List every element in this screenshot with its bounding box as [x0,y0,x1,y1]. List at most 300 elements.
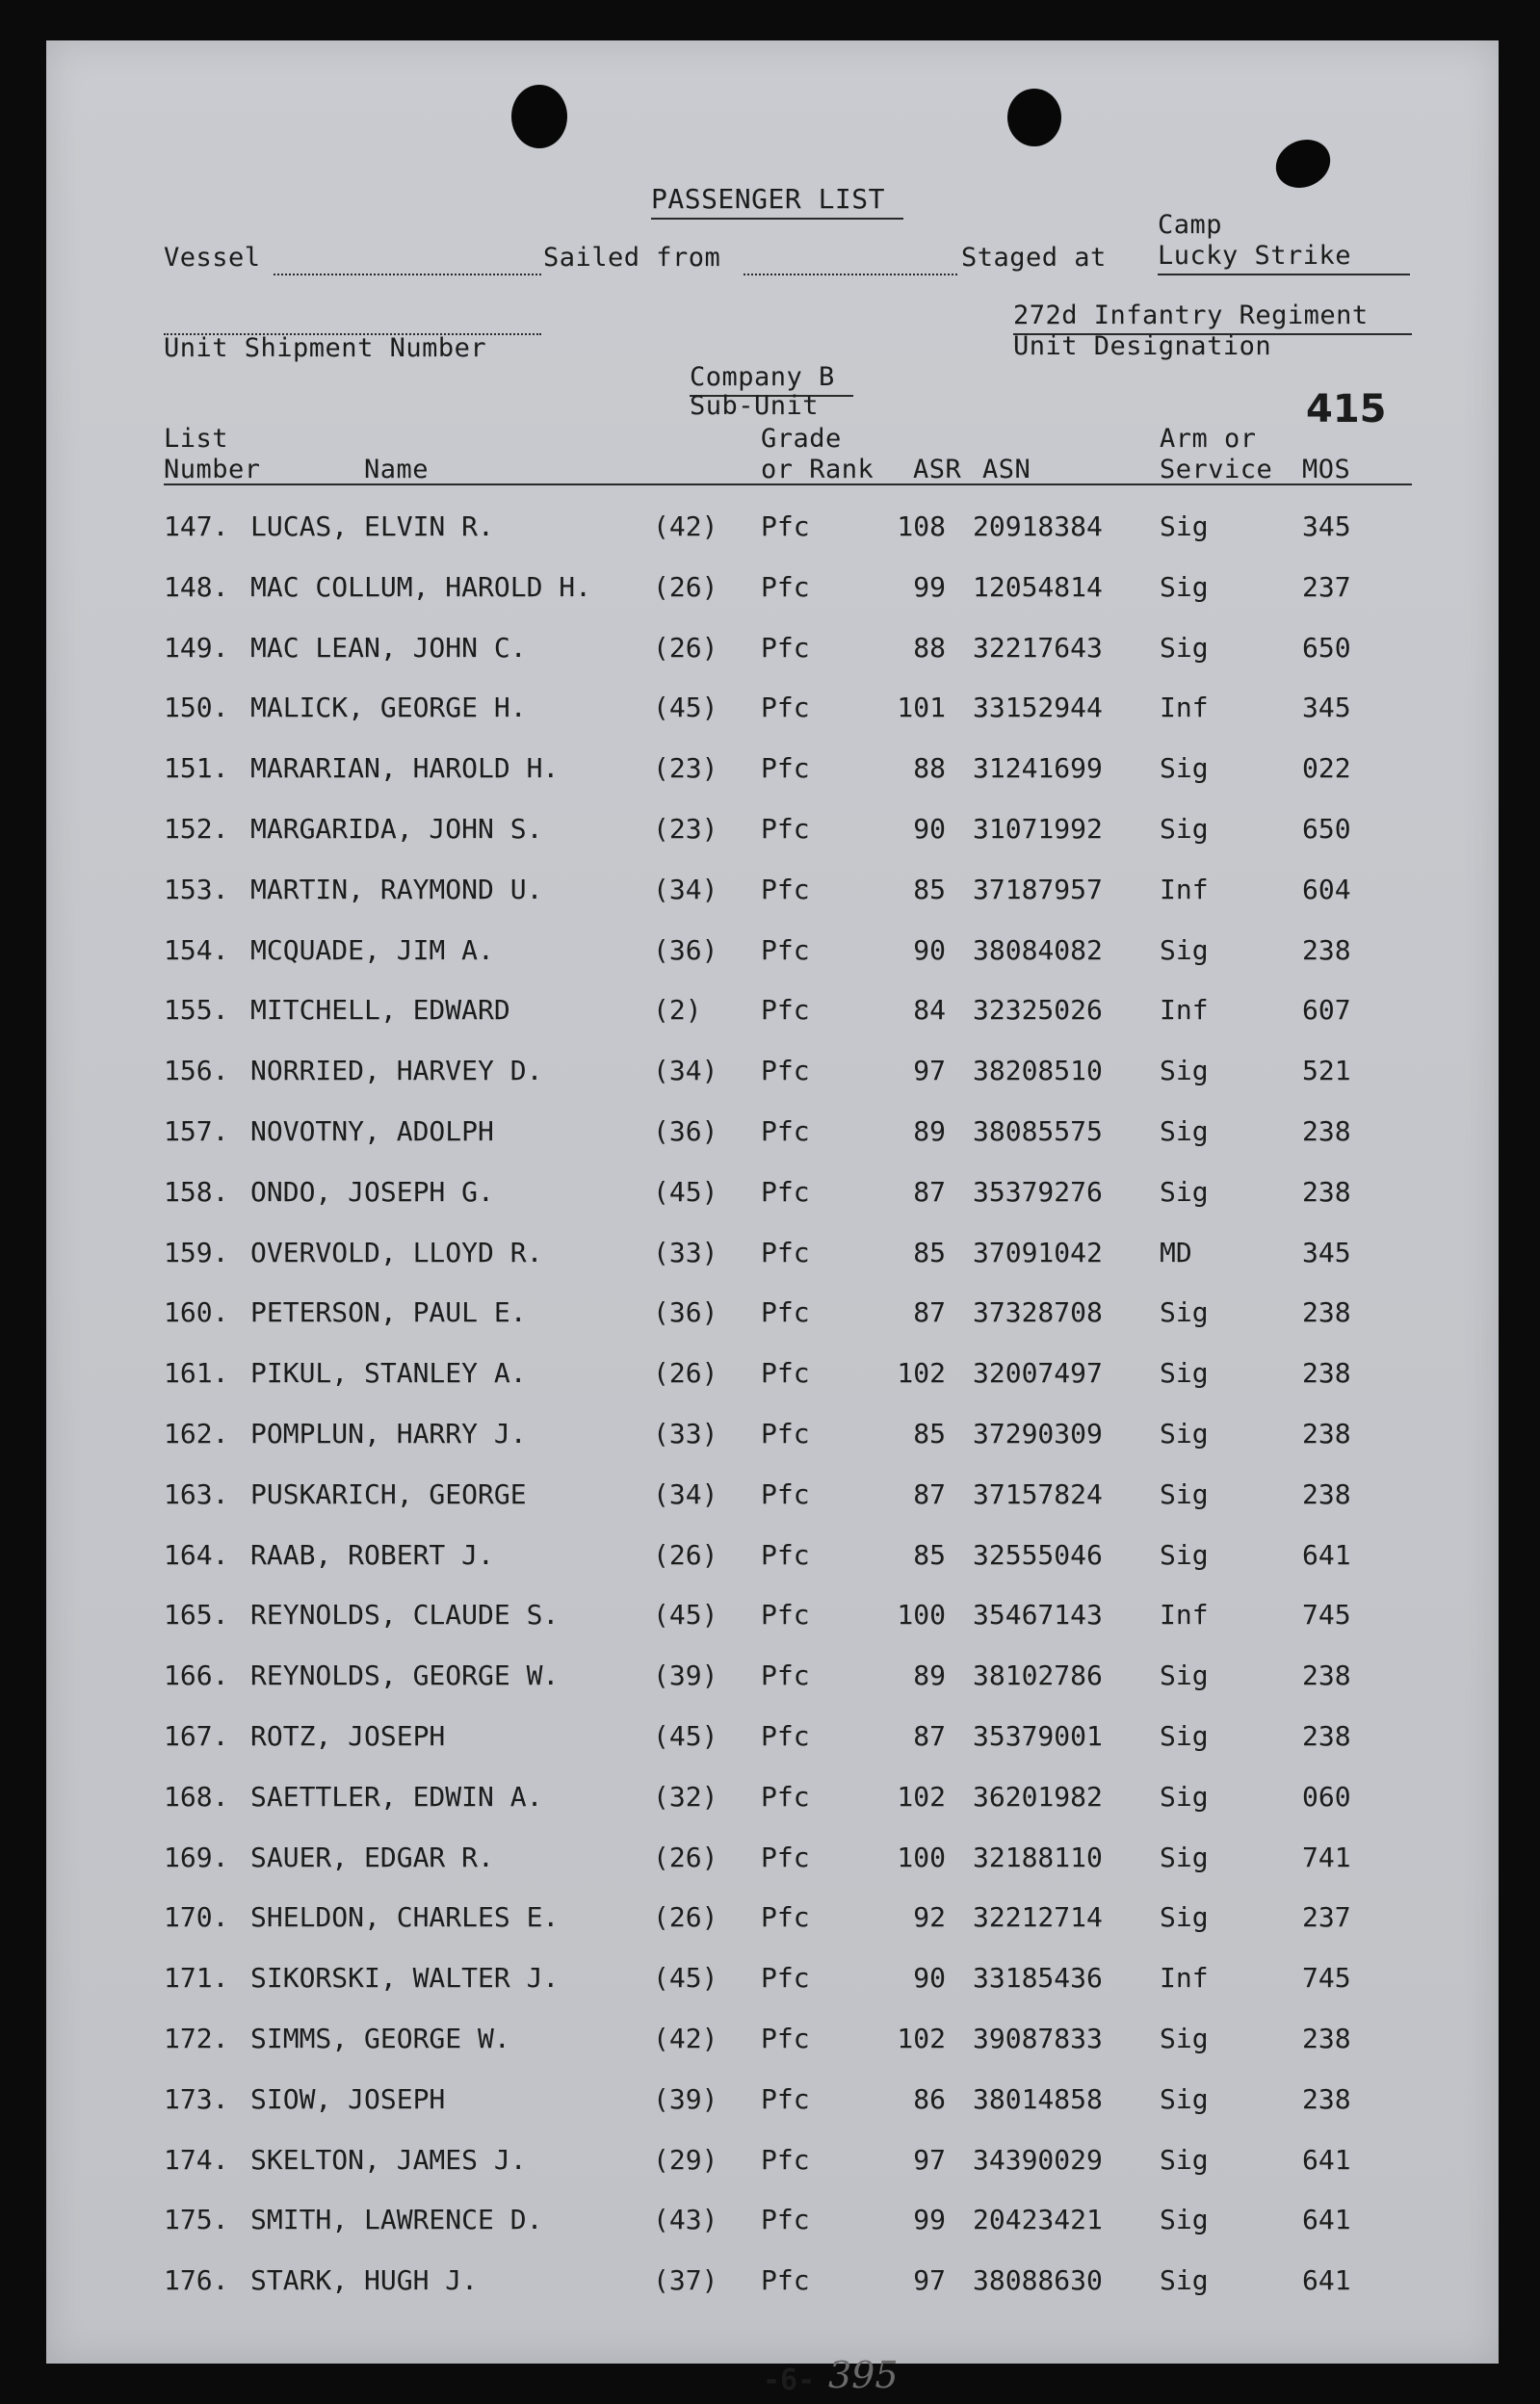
asn-number: 39087833 [973,2023,1103,2054]
asn-number: 32188110 [973,1841,1103,1873]
row-number: 170. [164,1901,229,1934]
passenger-name: PIKUL, STANLEY A. [250,1357,527,1390]
age-code: (34) [653,1477,718,1510]
asr-score: 100 [897,1841,946,1873]
row-number: 174. [164,2143,229,2176]
table-row [46,1296,1499,1335]
passenger-name: MCQUADE, JIM A. [250,933,494,966]
arm-service: Sig [1160,1477,1209,1510]
mos-code: 237 [1302,1901,1351,1934]
asr-score: 100 [897,1599,946,1632]
mos-code: 238 [1302,1659,1351,1692]
row-number: 169. [164,1841,229,1873]
col-grade-line1: Grade [761,424,842,454]
mos-code: 238 [1302,1296,1351,1329]
sailed-from-field-line [744,274,957,275]
age-code: (45) [653,692,718,724]
arm-service: Sig [1160,1357,1209,1390]
row-number: 148. [164,570,229,603]
grade: Pfc [761,570,810,603]
passenger-name: MALICK, GEORGE H. [250,692,527,724]
age-code: (36) [653,933,718,966]
arm-service: Inf [1160,873,1209,905]
age-code: (26) [653,1538,718,1571]
row-number: 149. [164,631,229,664]
subunit-value: Company B [690,362,835,392]
grade: Pfc [761,752,810,785]
asn-number: 12054814 [973,570,1103,603]
stamp-number: 415 [1306,387,1387,431]
table-row [46,1781,1499,1819]
grade: Pfc [761,510,810,542]
asr-score: 101 [897,692,946,724]
arm-service: Sig [1160,631,1209,664]
age-code: (45) [653,1599,718,1632]
passenger-name: OVERVOLD, LLOYD R. [250,1236,543,1268]
grade: Pfc [761,1236,810,1268]
age-code: (26) [653,1841,718,1873]
row-number: 164. [164,1538,229,1571]
mos-code: 745 [1302,1599,1351,1632]
arm-service: Sig [1160,510,1209,542]
grade: Pfc [761,1962,810,1995]
asr-score: 85 [913,1418,946,1450]
arm-service: Sig [1160,1659,1209,1692]
asn-number: 35467143 [973,1599,1103,1632]
col-grade-line2: or Rank [761,455,874,484]
age-code: (23) [653,752,718,785]
punch-hole-center [1007,89,1061,146]
arm-service: Inf [1160,1599,1209,1632]
arm-service: Sig [1160,1115,1209,1147]
grade: Pfc [761,2023,810,2054]
passenger-name: SKELTON, JAMES J. [250,2143,527,2176]
asn-number: 33185436 [973,1962,1103,1995]
row-number: 159. [164,1236,229,1268]
arm-service: Sig [1160,1720,1209,1752]
grade: Pfc [761,2204,810,2236]
table-row [46,2023,1499,2061]
col-arm-line2: Service [1160,455,1273,484]
grade: Pfc [761,1901,810,1934]
grade: Pfc [761,1357,810,1390]
age-code: (32) [653,1780,718,1813]
age-code: (37) [653,2264,718,2297]
grade: Pfc [761,692,810,724]
asn-number: 35379001 [973,1720,1103,1752]
mos-code: 238 [1302,2082,1351,2115]
row-number: 166. [164,1659,229,1692]
unit-shipment-label: Unit Shipment Number [164,333,487,363]
handwritten-number: 395 [828,2354,899,2396]
asr-score: 90 [913,1962,946,1995]
table-row [46,1659,1499,1698]
asr-score: 85 [913,1236,946,1268]
asn-number: 38014858 [973,2082,1103,2115]
asr-score: 90 [913,813,946,845]
passenger-name: MITCHELL, EDWARD [250,994,510,1027]
arm-service: Sig [1160,1538,1209,1571]
unit-designation-value: 272d Infantry Regiment [1013,300,1369,330]
mos-code: 641 [1302,2143,1351,2176]
age-code: (45) [653,1962,718,1995]
passenger-name: SIMMS, GEORGE W. [250,2023,510,2054]
arm-service: Sig [1160,2023,1209,2054]
row-number: 155. [164,994,229,1027]
arm-service: Sig [1160,1901,1209,1934]
asr-score: 89 [913,1659,946,1692]
passenger-name: PUSKARICH, GEORGE [250,1477,527,1510]
arm-service: Sig [1160,1418,1209,1450]
table-row [46,813,1499,851]
staged-at-label: Staged at [961,243,1107,273]
asr-score: 97 [913,2264,946,2297]
passenger-name: NORRIED, HARVEY D. [250,1055,543,1087]
mos-code: 745 [1302,1962,1351,1995]
arm-service: Sig [1160,2264,1209,2297]
arm-service: Sig [1160,752,1209,785]
asn-number: 32007497 [973,1357,1103,1390]
age-code: (36) [653,1296,718,1329]
arm-service: Sig [1160,2143,1209,2176]
passenger-name: SIKORSKI, WALTER J. [250,1962,560,1995]
row-number: 154. [164,933,229,966]
asn-number: 37290309 [973,1418,1103,1450]
asr-score: 85 [913,873,946,905]
age-code: (26) [653,631,718,664]
asr-score: 108 [897,510,946,542]
arm-service: MD [1160,1236,1192,1268]
age-code: (23) [653,813,718,845]
grade: Pfc [761,1841,810,1873]
sailed-from-label: Sailed from [543,243,721,273]
row-number: 150. [164,692,229,724]
asn-number: 37187957 [973,873,1103,905]
passenger-name: NOVOTNY, ADOLPH [250,1115,494,1147]
mos-code: 641 [1302,1538,1351,1571]
table-row [46,1478,1499,1517]
age-code: (26) [653,570,718,603]
age-code: (34) [653,873,718,905]
row-number: 152. [164,813,229,845]
asn-number: 38088630 [973,2264,1103,2297]
table-row [46,692,1499,730]
mos-code: 650 [1302,813,1351,845]
camp-label: Camp [1158,210,1223,240]
passenger-name: SAETTLER, EDWIN A. [250,1780,543,1813]
asr-score: 87 [913,1175,946,1208]
mos-code: 604 [1302,873,1351,905]
row-number: 165. [164,1599,229,1632]
mos-code: 345 [1302,510,1351,542]
arm-service: Sig [1160,933,1209,966]
age-code: (39) [653,1659,718,1692]
mos-code: 650 [1302,631,1351,664]
age-code: (26) [653,1901,718,1934]
asn-number: 38084082 [973,933,1103,966]
grade: Pfc [761,1418,810,1450]
arm-service: Inf [1160,692,1209,724]
mos-code: 607 [1302,994,1351,1027]
col-list-number-line2: Number [164,455,261,484]
grade: Pfc [761,2143,810,2176]
age-code: (45) [653,1720,718,1752]
asr-score: 87 [913,1720,946,1752]
document-page [46,40,1499,2397]
vessel-field-line [274,274,541,275]
subunit-label: Sub-Unit [690,391,820,421]
asr-score: 102 [897,2023,946,2054]
grade: Pfc [761,1659,810,1692]
asn-number: 37328708 [973,1296,1103,1329]
row-number: 151. [164,752,229,785]
mos-code: 237 [1302,570,1351,603]
asn-number: 32555046 [973,1538,1103,1571]
asr-score: 88 [913,631,946,664]
mos-code: 238 [1302,933,1351,966]
passenger-name: RAAB, ROBERT J. [250,1538,494,1571]
arm-service: Sig [1160,813,1209,845]
grade: Pfc [761,1115,810,1147]
row-number: 157. [164,1115,229,1147]
row-number: 172. [164,2023,229,2054]
table-row [46,2264,1499,2303]
page-number: -6- [763,2364,816,2397]
grade: Pfc [761,1477,810,1510]
age-code: (42) [653,2023,718,2054]
mos-code: 022 [1302,752,1351,785]
asn-number: 20918384 [973,510,1103,542]
grade: Pfc [761,2264,810,2297]
age-code: (34) [653,1055,718,1087]
asr-score: 88 [913,752,946,785]
col-asn: ASN [982,455,1031,484]
grade: Pfc [761,1720,810,1752]
table-row [46,1962,1499,2000]
mos-code: 238 [1302,1720,1351,1752]
table-row [46,1842,1499,1880]
table-row [46,1055,1499,1093]
asr-score: 99 [913,2204,946,2236]
table-row [46,1901,1499,1940]
col-asr: ASR [913,455,962,484]
col-name: Name [364,455,430,484]
arm-service: Sig [1160,2204,1209,2236]
table-row [46,2144,1499,2182]
passenger-name: REYNOLDS, GEORGE W. [250,1659,560,1692]
mos-code: 238 [1302,1357,1351,1390]
table-row [46,1237,1499,1275]
row-number: 158. [164,1175,229,1208]
passenger-name: SMITH, LAWRENCE D. [250,2204,543,2236]
grade: Pfc [761,1599,810,1632]
passenger-name: MARARIAN, HAROLD H. [250,752,560,785]
arm-service: Sig [1160,570,1209,603]
arm-service: Sig [1160,1296,1209,1329]
row-number: 147. [164,510,229,542]
table-row [46,510,1499,549]
arm-service: Inf [1160,1962,1209,1995]
row-number: 176. [164,2264,229,2297]
asn-number: 35379276 [973,1175,1103,1208]
mos-code: 345 [1302,692,1351,724]
asr-score: 87 [913,1296,946,1329]
asn-number: 37091042 [973,1236,1103,1268]
table-row [46,1418,1499,1456]
asn-number: 31241699 [973,752,1103,785]
table-row [46,752,1499,791]
table-row [46,994,1499,1032]
table-row [46,874,1499,912]
age-code: (33) [653,1236,718,1268]
arm-service: Sig [1160,1841,1209,1873]
col-list-number-line1: List [164,424,229,454]
age-code: (33) [653,1418,718,1450]
column-header-underline [164,483,1412,485]
arm-service: Sig [1160,2082,1209,2115]
mos-code: 238 [1302,1115,1351,1147]
asn-number: 20423421 [973,2204,1103,2236]
asn-number: 36201982 [973,1780,1103,1813]
row-number: 168. [164,1780,229,1813]
asn-number: 38208510 [973,1055,1103,1087]
asn-number: 31071992 [973,813,1103,845]
row-number: 153. [164,873,229,905]
passenger-name: SHELDON, CHARLES E. [250,1901,560,1934]
asn-number: 33152944 [973,692,1103,724]
unit-designation-label: Unit Designation [1013,331,1272,361]
passenger-name: STARK, HUGH J. [250,2264,479,2297]
table-row [46,571,1499,610]
mos-code: 641 [1302,2204,1351,2236]
table-row [46,1720,1499,1759]
grade: Pfc [761,873,810,905]
mos-code: 345 [1302,1236,1351,1268]
asn-number: 38085575 [973,1115,1103,1147]
asn-number: 32325026 [973,994,1103,1027]
grade: Pfc [761,994,810,1027]
asn-number: 38102786 [973,1659,1103,1692]
age-code: (42) [653,510,718,542]
passenger-name: ROTZ, JOSEPH [250,1720,446,1752]
grade: Pfc [761,1538,810,1571]
table-row [46,2083,1499,2122]
table-row [46,934,1499,973]
col-mos: MOS [1302,455,1351,484]
table-row [46,1599,1499,1637]
grade: Pfc [761,2082,810,2115]
passenger-name: REYNOLDS, CLAUDE S. [250,1599,560,1632]
grade: Pfc [761,933,810,966]
staged-at-underline [1158,274,1410,275]
table-row [46,1176,1499,1215]
age-code: (43) [653,2204,718,2236]
passenger-name: MAC LEAN, JOHN C. [250,631,527,664]
passenger-name: LUCAS, ELVIN R. [250,510,494,542]
mos-code: 238 [1302,1418,1351,1450]
grade: Pfc [761,1780,810,1813]
asr-score: 85 [913,1538,946,1571]
mos-code: 741 [1302,1841,1351,1873]
mos-code: 238 [1302,2023,1351,2054]
row-number: 163. [164,1477,229,1510]
mos-code: 238 [1302,1477,1351,1510]
mos-code: 641 [1302,2264,1351,2297]
row-number: 173. [164,2082,229,2115]
passenger-name: SIOW, JOSEPH [250,2082,446,2115]
age-code: (26) [653,1357,718,1390]
age-code: (45) [653,1175,718,1208]
page-title: PASSENGER LIST [651,183,886,215]
asr-score: 89 [913,1115,946,1147]
passenger-name: ONDO, JOSEPH G. [250,1175,494,1208]
asr-score: 90 [913,933,946,966]
arm-service: Sig [1160,1175,1209,1208]
passenger-name: POMPLUN, HARRY J. [250,1418,527,1450]
age-code: (36) [653,1115,718,1147]
passenger-name: MARGARIDA, JOHN S. [250,813,543,845]
asr-score: 97 [913,2143,946,2176]
row-number: 162. [164,1418,229,1450]
mos-code: 238 [1302,1175,1351,1208]
asr-score: 86 [913,2082,946,2115]
grade: Pfc [761,1055,810,1087]
asr-score: 92 [913,1901,946,1934]
vessel-label: Vessel [164,243,261,273]
asn-number: 32212714 [973,1901,1103,1934]
asr-score: 97 [913,1055,946,1087]
passenger-name: MARTIN, RAYMOND U. [250,873,543,905]
table-row [46,1115,1499,1154]
mos-code: 060 [1302,1780,1351,1813]
camp-name: Lucky Strike [1158,241,1352,271]
asn-number: 37157824 [973,1477,1103,1510]
asn-number: 32217643 [973,631,1103,664]
asr-score: 102 [897,1780,946,1813]
asr-score: 99 [913,570,946,603]
passenger-name: PETERSON, PAUL E. [250,1296,527,1329]
asr-score: 102 [897,1357,946,1390]
title-underline [651,218,903,220]
punch-hole-left [511,85,567,148]
grade: Pfc [761,1175,810,1208]
grade: Pfc [761,1296,810,1329]
arm-service: Sig [1160,1780,1209,1813]
row-number: 161. [164,1357,229,1390]
grade: Pfc [761,813,810,845]
passenger-name: SAUER, EDGAR R. [250,1841,494,1873]
row-number: 156. [164,1055,229,1087]
table-row [46,2204,1499,2242]
arm-service: Sig [1160,1055,1209,1087]
age-code: (29) [653,2143,718,2176]
row-number: 167. [164,1720,229,1752]
grade: Pfc [761,631,810,664]
age-code: (2) [653,994,702,1027]
col-arm-line1: Arm or [1160,424,1257,454]
row-number: 160. [164,1296,229,1329]
asr-score: 84 [913,994,946,1027]
mos-code: 521 [1302,1055,1351,1087]
asr-score: 87 [913,1477,946,1510]
row-number: 175. [164,2204,229,2236]
table-row [46,1357,1499,1396]
row-number: 171. [164,1962,229,1995]
table-row [46,632,1499,670]
punch-hole-right [1268,131,1339,196]
passenger-name: MAC COLLUM, HAROLD H. [250,570,592,603]
arm-service: Inf [1160,994,1209,1027]
